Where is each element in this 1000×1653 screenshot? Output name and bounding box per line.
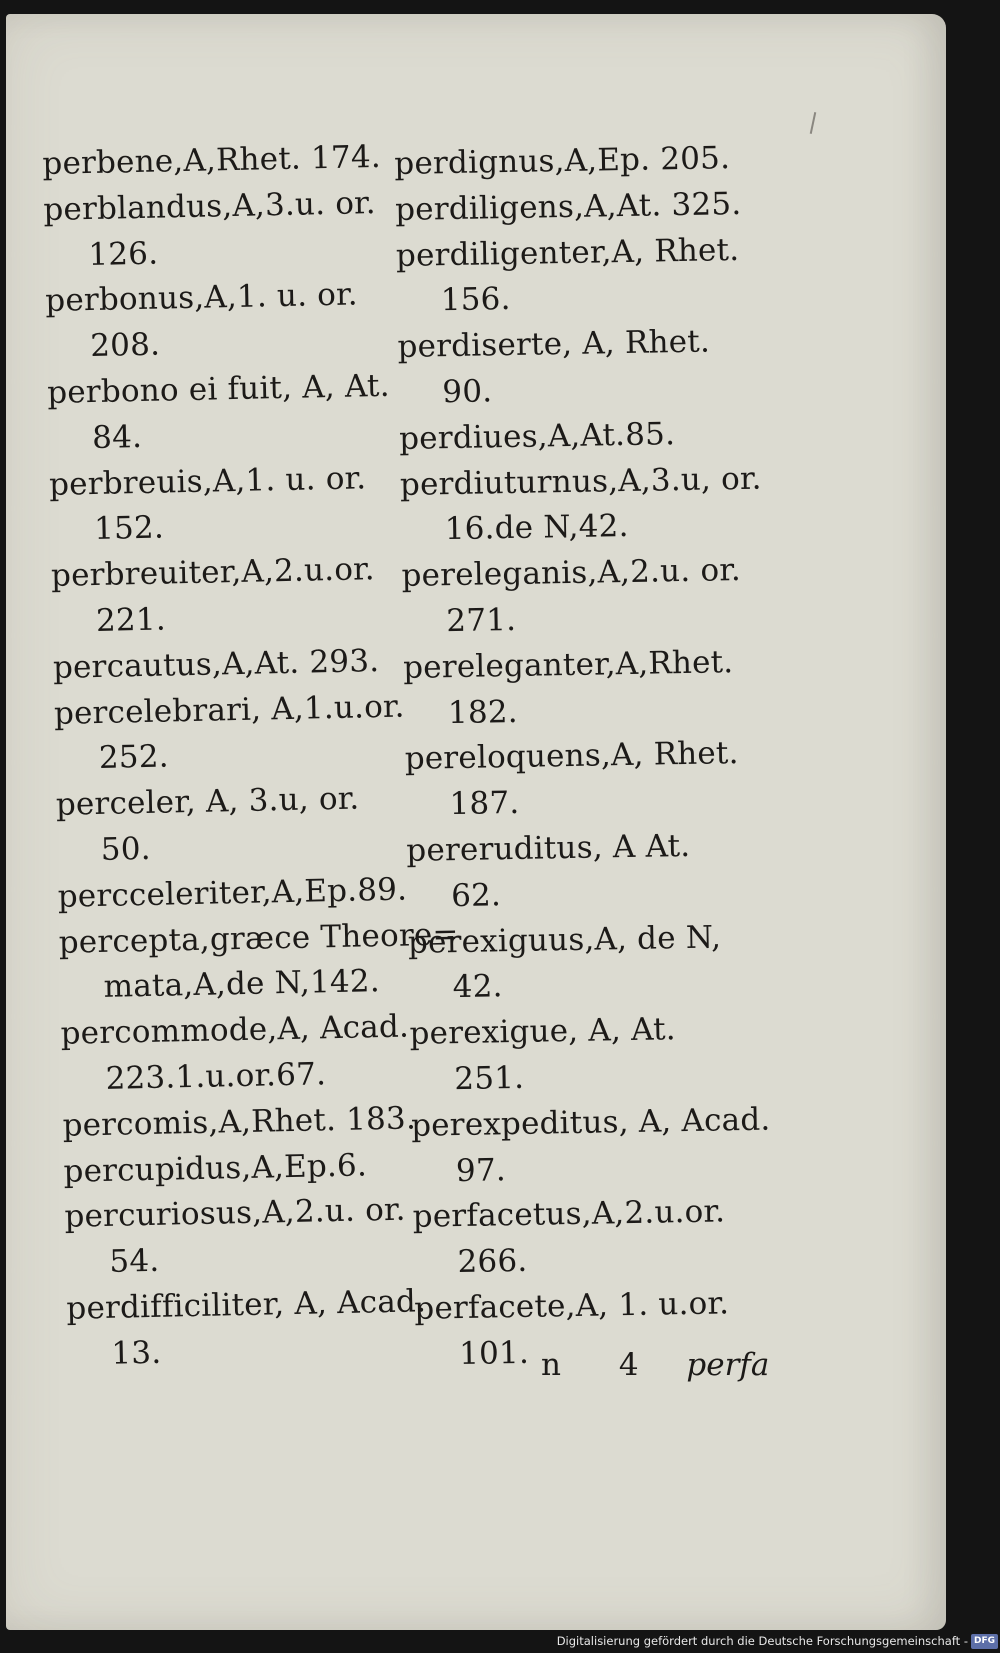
index-entry-continuation: 101. bbox=[458, 1334, 530, 1372]
index-entry: perdiues,A,At.85. bbox=[398, 415, 676, 457]
index-entry-continuation: 187. bbox=[449, 785, 520, 823]
index-entry: perdifficiliter, A, Acad. bbox=[66, 1283, 427, 1327]
index-entry: perdignus,A,Ep. 205. bbox=[394, 140, 731, 182]
index-entry-continuation: 156. bbox=[440, 281, 511, 319]
index-entry-continuation: 152. bbox=[93, 509, 165, 548]
index-entry-continuation: 97. bbox=[455, 1151, 507, 1189]
index-entry-continuation: 251. bbox=[454, 1059, 525, 1098]
index-entry-continuation: 271. bbox=[446, 601, 517, 640]
index-entry: perceler, A, 3.u, or. bbox=[55, 780, 360, 824]
index-entry-continuation: 182. bbox=[447, 693, 519, 731]
signature-mark: n bbox=[541, 1347, 561, 1383]
page-footer bbox=[541, 1347, 769, 1383]
book-page bbox=[6, 14, 946, 1630]
credit-text: Digitalisierung gefördert durch die Deutsche Forschungsgemeinschaft - bbox=[556, 1634, 968, 1648]
dfg-logo-icon: DFG bbox=[971, 1634, 998, 1649]
index-entry: percelebrari, A,1.u.or. bbox=[53, 688, 406, 732]
index-entry: perdiligens,A,At. 325. bbox=[394, 185, 742, 228]
index-entry: percupidus,A,Ep.6. bbox=[63, 1146, 368, 1190]
index-entry-continuation: 62. bbox=[450, 876, 502, 914]
index-entry-continuation: 252. bbox=[98, 738, 170, 777]
index-entry-continuation: 126. bbox=[87, 235, 159, 273]
index-entry-continuation: 208. bbox=[89, 326, 161, 365]
index-entry: perbonus,A,1. u. or. bbox=[44, 276, 359, 320]
page-mark: 4 bbox=[618, 1347, 639, 1383]
index-entry-continuation: 221. bbox=[95, 601, 167, 639]
index-entry: percuriosus,A,2.u. or. bbox=[64, 1191, 407, 1236]
left-index-column bbox=[42, 134, 459, 1378]
index-entry: percautus,A,At. 293. bbox=[52, 642, 380, 686]
index-entry: perblandus,A,3.u. or. bbox=[43, 184, 377, 228]
index-entry: perexigue, A, At. bbox=[409, 1011, 677, 1053]
digitization-credit bbox=[557, 1633, 998, 1649]
index-entry: perdiserte, A, Rhet. bbox=[397, 323, 711, 366]
index-entry: perbreuiter,A,2.u.or. bbox=[50, 551, 376, 595]
index-entry: pereruditus, A At. bbox=[406, 827, 691, 869]
index-entry: perbreuis,A,1. u. or. bbox=[48, 459, 367, 503]
margin-mark bbox=[810, 112, 817, 134]
index-entry: pereloquens,A, Rhet. bbox=[404, 735, 739, 778]
index-entry-continuation: mata,A,de N,142. bbox=[103, 963, 381, 1006]
index-entry-continuation: 13. bbox=[111, 1334, 162, 1372]
index-entry: perdiuturnus,A,3.u, or. bbox=[399, 460, 762, 503]
index-entry-continuation: 266. bbox=[457, 1242, 528, 1281]
index-entry: percepta,græce Theore= bbox=[58, 915, 459, 961]
index-entry-continuation: 90. bbox=[442, 373, 493, 411]
index-entry: percceleriter,A,Ep.89. bbox=[57, 871, 408, 915]
index-entry: perbono ei fuit, A, At. bbox=[46, 367, 391, 411]
right-index-column bbox=[394, 135, 796, 1378]
index-entry-continuation: 42. bbox=[452, 968, 503, 1006]
catchword: perfa bbox=[686, 1347, 770, 1383]
index-entry: perexpeditus, A, Acad. bbox=[410, 1101, 771, 1144]
index-entry-continuation: 84. bbox=[91, 418, 143, 456]
index-entry: percomis,A,Rhet. 183. bbox=[62, 1100, 417, 1144]
index-entry-continuation: 16.de N,42. bbox=[444, 508, 629, 548]
index-entry: perexiguus,A, de N, bbox=[407, 918, 722, 961]
index-entry: perbene,A,Rhet. 174. bbox=[42, 138, 382, 182]
index-entry: perfacetus,A,2.u.or. bbox=[412, 1193, 726, 1236]
index-entry: pereleganis,A,2.u. or. bbox=[401, 552, 742, 595]
index-entry: pereleganter,A,Rhet. bbox=[402, 643, 734, 686]
index-entry: perfacete,A, 1. u.or. bbox=[414, 1285, 730, 1327]
index-entry: perdiligenter,A, Rhet. bbox=[395, 231, 740, 274]
index-entry-continuation: 50. bbox=[100, 830, 152, 868]
index-entry-continuation: 223.1.u.or.67. bbox=[105, 1056, 327, 1097]
index-entry-continuation: 54. bbox=[109, 1242, 160, 1280]
index-entry: percommode,A, Acad. bbox=[60, 1008, 410, 1052]
